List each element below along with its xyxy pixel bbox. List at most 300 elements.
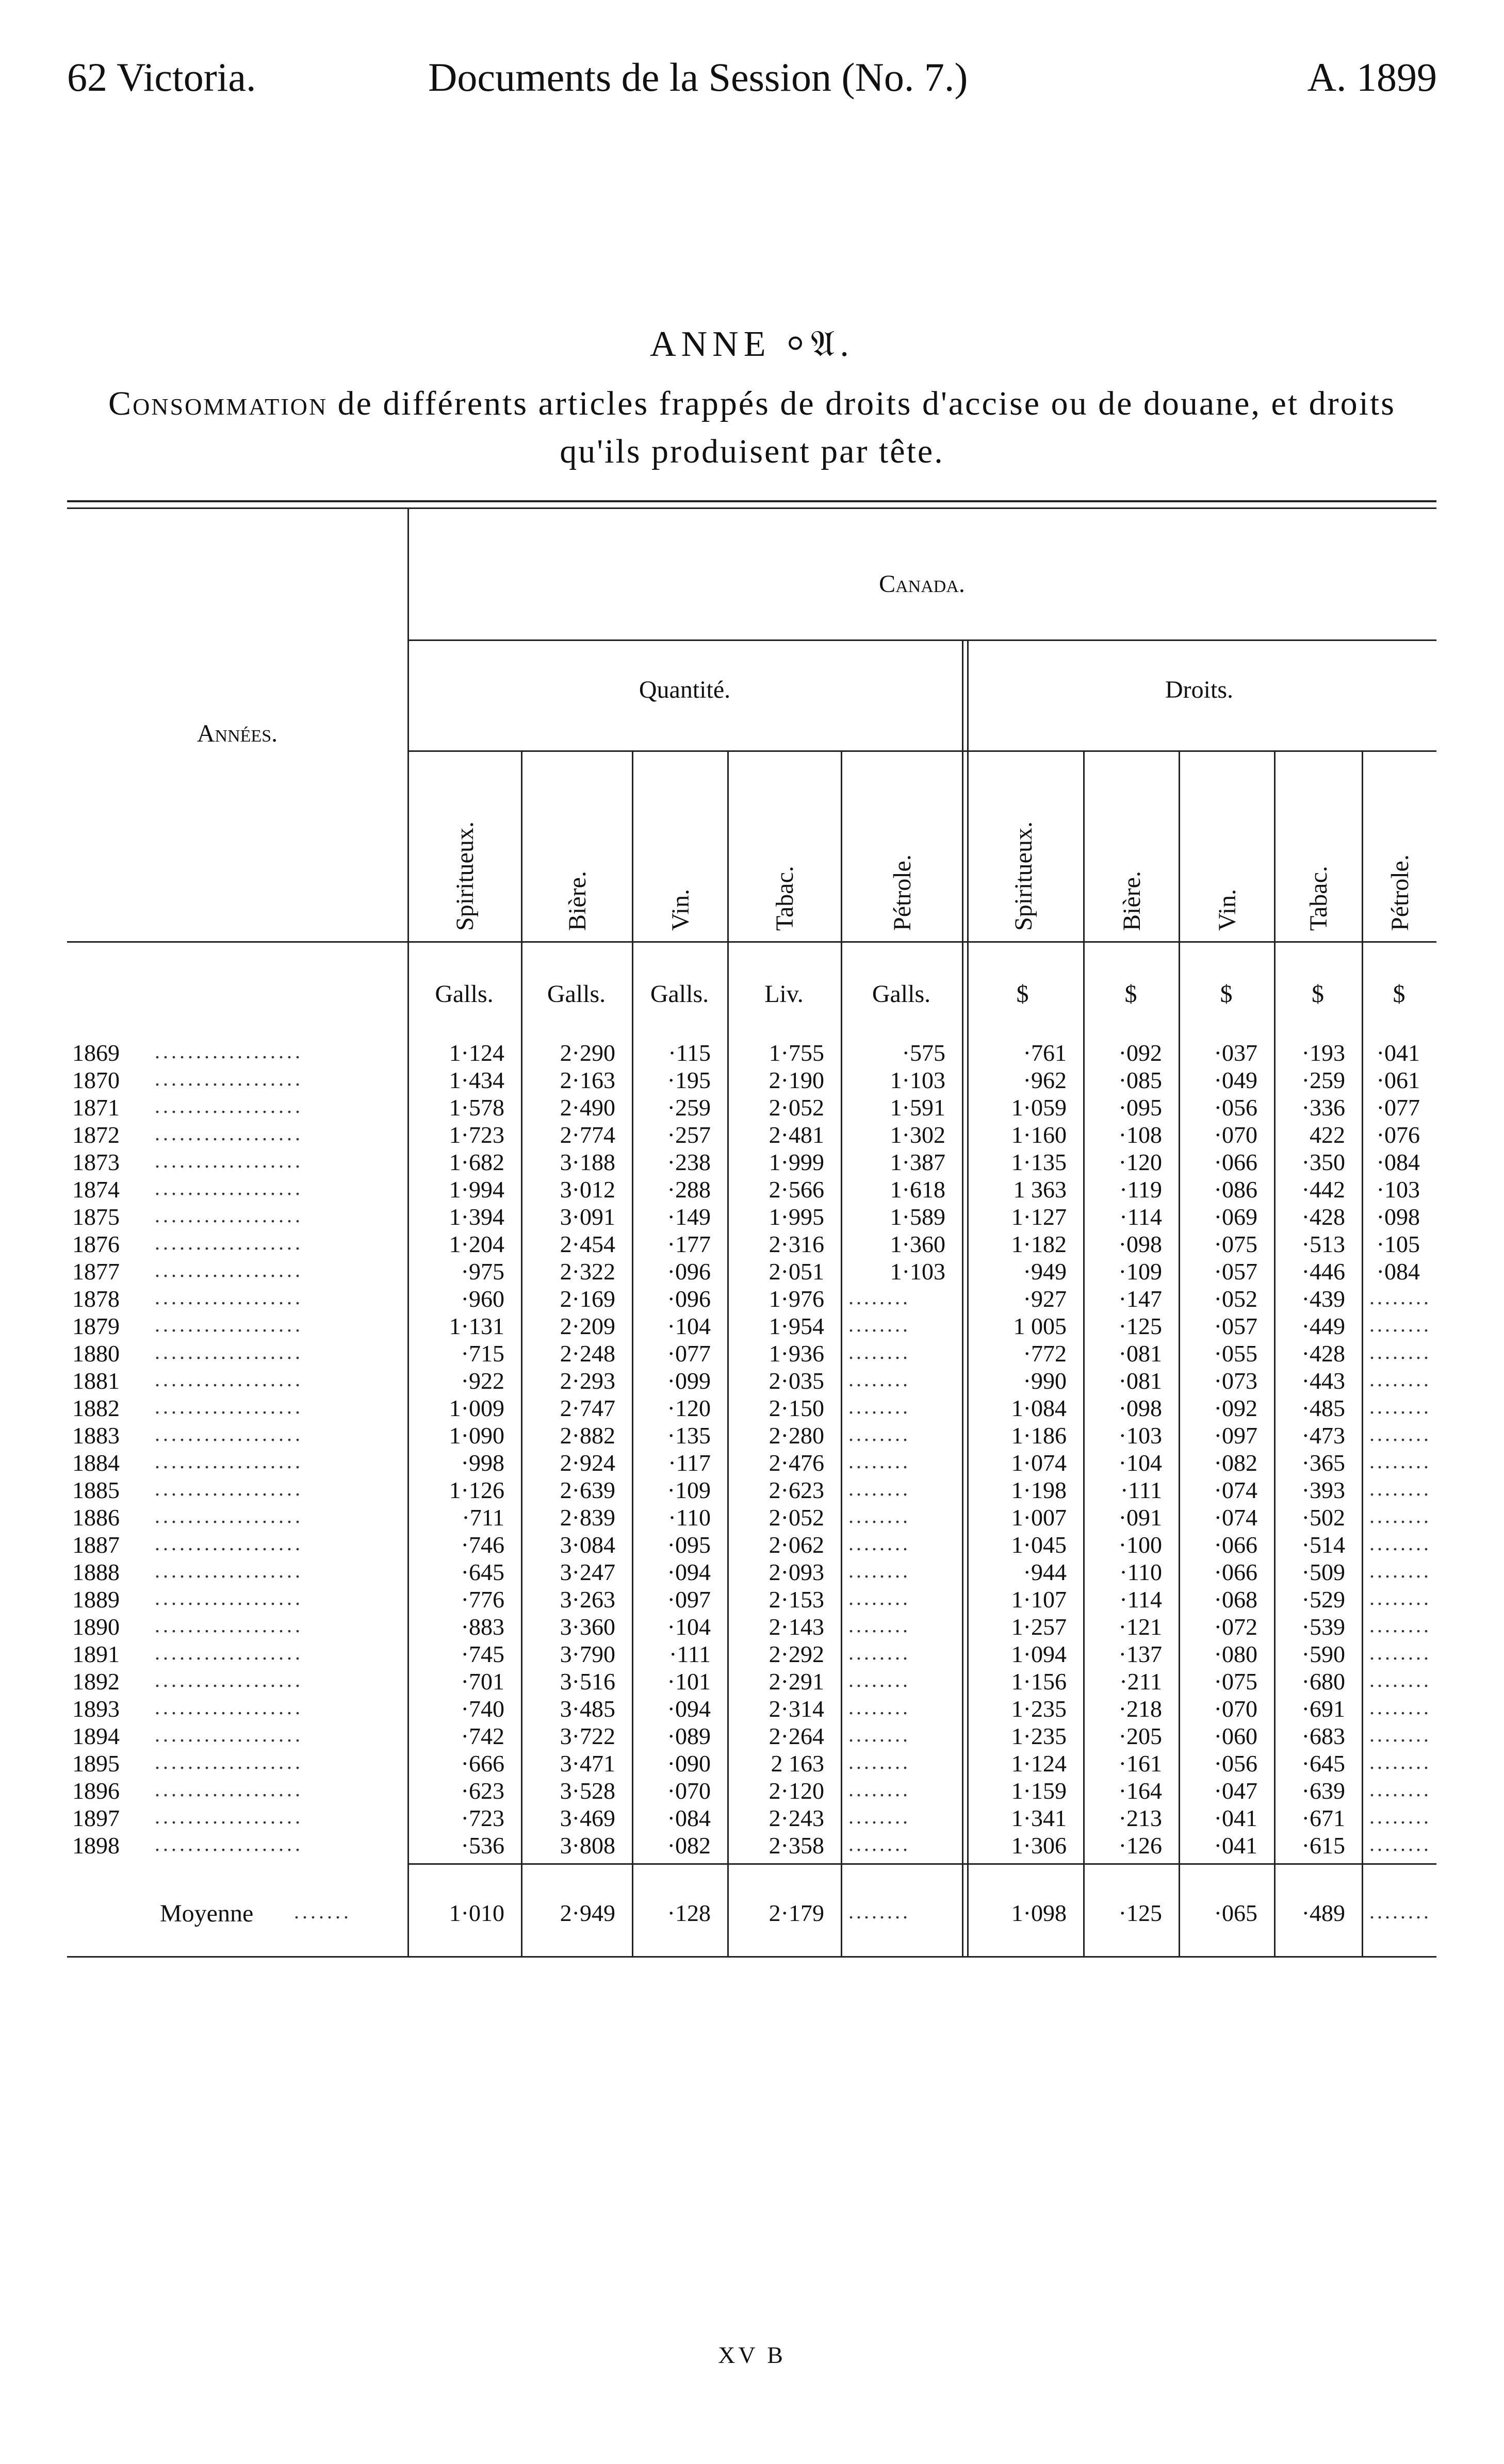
table-cell: ·075 [1214, 1231, 1257, 1257]
empty-cell: ........ [1369, 1477, 1431, 1500]
empty-cell: ........ [1369, 1641, 1431, 1664]
empty-cell: ........ [848, 1340, 910, 1364]
leader-dots: .................. [155, 1559, 303, 1582]
table-cell: ·776 [461, 1586, 504, 1613]
table-cell: ·960 [461, 1286, 504, 1312]
leader-dots: .................. [155, 1368, 303, 1391]
year-label: 1881 [72, 1368, 120, 1394]
empty-cell: ........ [1369, 1313, 1431, 1336]
table-cell: 3·091 [560, 1204, 615, 1230]
table-cell: 2·774 [560, 1122, 615, 1148]
year-label: 1895 [72, 1750, 120, 1777]
table-cell: 3·790 [560, 1641, 615, 1667]
table-cell: 1·302 [890, 1122, 945, 1148]
year-label: 1891 [72, 1641, 120, 1667]
table-cell: ·085 [1118, 1067, 1162, 1093]
leader-dots: .................. [155, 1805, 303, 1828]
table-cell: 1·755 [769, 1040, 824, 1066]
table-cell: ·049 [1214, 1067, 1257, 1093]
year-label: 1887 [72, 1532, 120, 1558]
table-cell: ·092 [1214, 1395, 1257, 1421]
table-cell: ·090 [667, 1750, 711, 1777]
table-cell: 2·190 [769, 1067, 824, 1093]
table-cell: ·177 [667, 1231, 711, 1257]
empty-cell: ........ [1369, 1504, 1431, 1527]
table-cell: ·575 [902, 1040, 945, 1066]
table-cell: 2·290 [560, 1040, 615, 1066]
table-cell: ·114 [1119, 1204, 1162, 1230]
table-cell: ·066 [1214, 1532, 1257, 1558]
table-cell: ·092 [1118, 1040, 1162, 1066]
table-cell: 3·722 [560, 1723, 615, 1749]
table-cell: ·691 [1301, 1696, 1345, 1722]
table-cell: ·119 [1119, 1176, 1162, 1203]
table-cell: ·439 [1301, 1286, 1345, 1312]
table-cell: 2·639 [560, 1477, 615, 1503]
table-cell: 2·051 [769, 1258, 824, 1285]
table-cell: 2·150 [769, 1395, 824, 1421]
leader-dots: .................. [155, 1067, 303, 1090]
table-cell: ·089 [667, 1723, 711, 1749]
leader-dots: .................. [155, 1313, 303, 1336]
table-cell: ·091 [1118, 1504, 1162, 1531]
average-cell: 2·949 [560, 1900, 615, 1926]
table-cell: ·095 [667, 1532, 711, 1558]
table-cell: ·645 [1301, 1750, 1345, 1777]
table-cell: ·365 [1301, 1450, 1345, 1476]
year-label: 1872 [72, 1122, 120, 1148]
table-cell: 2·623 [769, 1477, 824, 1503]
table-cell: 2·839 [560, 1504, 615, 1531]
empty-cell: ........ [1369, 1832, 1431, 1855]
table-cell: ·711 [462, 1504, 504, 1531]
column-header: Vin. [1213, 889, 1241, 931]
table-cell: 3·188 [560, 1149, 615, 1175]
column-header: Tabac. [1305, 866, 1332, 931]
year-label: 1871 [72, 1094, 120, 1121]
table-cell: ·073 [1214, 1368, 1257, 1394]
table-cell: 2·292 [769, 1641, 824, 1667]
table-cell: ·084 [1376, 1258, 1420, 1285]
year-label: 1879 [72, 1313, 120, 1339]
table-cell: ·068 [1214, 1586, 1257, 1613]
table-cell: ·529 [1301, 1586, 1345, 1613]
table-cell: 2·052 [769, 1504, 824, 1531]
table-cell: 1·618 [890, 1176, 945, 1203]
table-cell: ·393 [1301, 1477, 1345, 1503]
table-cell: ·076 [1376, 1122, 1420, 1148]
year-label: 1889 [72, 1586, 120, 1613]
table-cell: ·772 [1023, 1340, 1067, 1367]
table-cell: 1·682 [449, 1149, 504, 1175]
top-double-rule-b [67, 507, 1436, 509]
table-cell: ·117 [668, 1450, 711, 1476]
table-cell: 1 005 [1013, 1313, 1067, 1339]
leader-dots: .................. [155, 1614, 303, 1637]
leader-dots: .................. [155, 1340, 303, 1364]
empty-cell: ........ [848, 1900, 910, 1923]
table-cell: ·615 [1301, 1832, 1345, 1859]
table-cell: ·057 [1214, 1313, 1257, 1339]
table-cell: ·094 [667, 1696, 711, 1722]
table-cell: ·097 [1214, 1422, 1257, 1449]
table-cell: 2·093 [769, 1559, 824, 1585]
table-cell: ·070 [1214, 1696, 1257, 1722]
table-cell: ·074 [1214, 1504, 1257, 1531]
empty-cell: ........ [848, 1750, 910, 1773]
column-header: Bière. [1118, 871, 1146, 931]
table-cell: ·105 [1376, 1231, 1420, 1257]
table-cell: 1·090 [449, 1422, 504, 1449]
year-label: 1875 [72, 1204, 120, 1230]
table-cell: 1·074 [1011, 1450, 1067, 1476]
year-label: 1885 [72, 1477, 120, 1503]
average-cell: 1·098 [1011, 1900, 1067, 1926]
table-cell: ·037 [1214, 1040, 1257, 1066]
header-left: 62 Victoria. [67, 55, 256, 100]
table-cell: 2·293 [560, 1368, 615, 1394]
table-cell: 2·169 [560, 1286, 615, 1312]
year-label: 1897 [72, 1805, 120, 1831]
leader-dots: .................. [155, 1696, 303, 1719]
column-header: Vin. [666, 889, 694, 931]
table-cell: ·211 [1119, 1668, 1162, 1695]
canada-rule [407, 639, 1436, 641]
table-cell: ·096 [667, 1258, 711, 1285]
table-cell: ·927 [1023, 1286, 1067, 1312]
table-cell: ·761 [1023, 1040, 1067, 1066]
average-cell: 2·179 [769, 1900, 824, 1926]
table-cell: ·350 [1301, 1149, 1345, 1175]
table-cell: ·047 [1214, 1778, 1257, 1804]
caption-line-1 [0, 384, 1504, 423]
table-cell: 3·263 [560, 1586, 615, 1613]
unit-label: $ [1393, 980, 1405, 1008]
table-cell: ·683 [1301, 1723, 1345, 1749]
column-header: Bière. [563, 871, 591, 931]
year-label: 1876 [72, 1231, 120, 1257]
empty-cell: ........ [848, 1614, 910, 1637]
table-cell: 2·163 [560, 1067, 615, 1093]
table-cell: ·120 [1118, 1149, 1162, 1175]
table-cell: ·149 [667, 1204, 711, 1230]
table-cell: 3·247 [560, 1559, 615, 1585]
table-cell: 3·471 [560, 1750, 615, 1777]
year-label: 1888 [72, 1559, 120, 1585]
table-cell: ·066 [1214, 1149, 1257, 1175]
table-cell: ·070 [1214, 1122, 1257, 1148]
year-label: 1896 [72, 1778, 120, 1804]
table-cell: ·084 [1376, 1149, 1420, 1175]
empty-cell: ........ [848, 1504, 910, 1527]
table-cell: ·055 [1214, 1340, 1257, 1367]
average-cell: 1·010 [449, 1900, 504, 1926]
caption-lead: Consommation [108, 385, 328, 422]
table-cell: 1·723 [449, 1122, 504, 1148]
empty-cell: ........ [848, 1723, 910, 1746]
table-cell: 1·360 [890, 1231, 945, 1257]
table-cell: 2·143 [769, 1614, 824, 1640]
table-cell: ·259 [1301, 1067, 1345, 1093]
table-cell: ·097 [667, 1586, 711, 1613]
table-cell: 2·566 [769, 1176, 824, 1203]
table-cell: 1·159 [1011, 1778, 1067, 1804]
table-cell: 2·476 [769, 1450, 824, 1476]
table-cell: 3·360 [560, 1614, 615, 1640]
table-cell: ·623 [461, 1778, 504, 1804]
quantity-header: Quantité. [639, 676, 731, 703]
table-cell: ·949 [1023, 1258, 1067, 1285]
leader-dots: .................. [155, 1286, 303, 1309]
table-cell: 1·976 [769, 1286, 824, 1312]
table-cell: 2·747 [560, 1395, 615, 1421]
table-cell: ·074 [1214, 1477, 1257, 1503]
table-cell: 1·007 [1011, 1504, 1067, 1531]
table-cell: 2·153 [769, 1586, 824, 1613]
table-cell: ·100 [1118, 1532, 1162, 1558]
table-cell: ·740 [461, 1696, 504, 1722]
table-cell: 1 363 [1013, 1176, 1067, 1203]
table-cell: ·428 [1301, 1340, 1345, 1367]
table-cell: ·671 [1301, 1805, 1345, 1831]
empty-cell: ........ [848, 1313, 910, 1336]
header-right: A. 1899 [1307, 55, 1437, 100]
stub-header: Années. [197, 720, 278, 747]
page-footer: XV B [718, 2342, 786, 2368]
table-cell: 2·481 [769, 1122, 824, 1148]
caption-rest: de différents articles frappés de droits d'accise ou de douane, et droits [328, 385, 1396, 422]
leader-dots: .................. [155, 1149, 303, 1172]
table-cell: ·746 [461, 1532, 504, 1558]
table-cell: ·998 [461, 1450, 504, 1476]
leader-dots: .................. [155, 1668, 303, 1691]
table-cell: 1·954 [769, 1313, 824, 1339]
table-cell: ·442 [1301, 1176, 1345, 1203]
leader-dots: .................. [155, 1641, 303, 1664]
table-cell: 1·999 [769, 1149, 824, 1175]
header-center: Documents de la Session (No. 7.) [428, 55, 968, 100]
table-cell: ·259 [667, 1094, 711, 1121]
table-cell: ·990 [1023, 1368, 1067, 1394]
table-cell: ·645 [461, 1559, 504, 1585]
table-cell: 3·469 [560, 1805, 615, 1831]
table-cell: ·723 [461, 1805, 504, 1831]
empty-cell: ........ [1369, 1340, 1431, 1364]
leader-dots: .................. [155, 1532, 303, 1555]
table-cell: 2·035 [769, 1368, 824, 1394]
table-cell: 1·434 [449, 1067, 504, 1093]
average-cell: ·489 [1301, 1900, 1345, 1926]
unit-label: $ [1312, 980, 1324, 1008]
table-cell: 1·103 [890, 1258, 945, 1285]
table-cell: ·922 [461, 1368, 504, 1394]
empty-cell: ........ [1369, 1368, 1431, 1391]
empty-cell: ........ [1369, 1395, 1431, 1418]
leader-dots: .................. [155, 1395, 303, 1418]
table-cell: 1·995 [769, 1204, 824, 1230]
table-cell: ·639 [1301, 1778, 1345, 1804]
table-cell: 1·045 [1011, 1532, 1067, 1558]
table-cell: ·056 [1214, 1094, 1257, 1121]
empty-cell: ........ [848, 1477, 910, 1500]
table-cell: ·164 [1118, 1778, 1162, 1804]
leader-dots: .................. [155, 1258, 303, 1282]
table-cell: ·590 [1301, 1641, 1345, 1667]
year-label: 1874 [72, 1176, 120, 1203]
empty-cell: ........ [1369, 1805, 1431, 1828]
average-cell: ·065 [1214, 1900, 1257, 1926]
table-cell: 2·280 [769, 1422, 824, 1449]
body-rule [407, 1863, 1436, 1865]
table-cell: ·443 [1301, 1368, 1345, 1394]
unit-label: $ [1220, 980, 1233, 1008]
empty-cell: ........ [848, 1368, 910, 1391]
table-cell: ·514 [1301, 1532, 1345, 1558]
table-cell: ·070 [667, 1778, 711, 1804]
table-cell: ·061 [1376, 1067, 1420, 1093]
table-cell: 2·322 [560, 1258, 615, 1285]
column-header: Pétrole. [1386, 855, 1414, 931]
table-cell: ·944 [1023, 1559, 1067, 1585]
table-cell: ·072 [1214, 1614, 1257, 1640]
table-cell: 3·485 [560, 1696, 615, 1722]
year-label: 1880 [72, 1340, 120, 1367]
table-cell: 2·316 [769, 1231, 824, 1257]
table-cell: ·104 [667, 1614, 711, 1640]
year-label: 1892 [72, 1668, 120, 1695]
table-cell: ·111 [669, 1641, 711, 1667]
table-cell: 2·243 [769, 1805, 824, 1831]
table-cell: ·060 [1214, 1723, 1257, 1749]
year-label: 1873 [72, 1149, 120, 1175]
table-cell: ·745 [461, 1641, 504, 1667]
leader-dots: .................. [155, 1040, 303, 1063]
table-cell: 3·084 [560, 1532, 615, 1558]
table-cell: 1·198 [1011, 1477, 1067, 1503]
table-cell: 1·394 [449, 1204, 504, 1230]
leader-dots: .................. [155, 1750, 303, 1773]
table-cell: ·082 [667, 1832, 711, 1859]
table-cell: 1·589 [890, 1204, 945, 1230]
empty-cell: ........ [848, 1532, 910, 1555]
leader-dots: .................. [155, 1778, 303, 1801]
table-cell: ·094 [667, 1559, 711, 1585]
table-cell: ·041 [1214, 1832, 1257, 1859]
table-cell: 1·103 [890, 1067, 945, 1093]
leader-dots: .................. [155, 1176, 303, 1200]
table-cell: ·428 [1301, 1204, 1345, 1230]
empty-cell: ........ [848, 1422, 910, 1445]
empty-cell: ........ [1369, 1750, 1431, 1773]
table-cell: 1·160 [1011, 1122, 1067, 1148]
table-cell: ·257 [667, 1122, 711, 1148]
table-cell: ·095 [1118, 1094, 1162, 1121]
table-cell: 1·059 [1011, 1094, 1067, 1121]
empty-cell: ........ [848, 1559, 910, 1582]
table-cell: ·110 [668, 1504, 711, 1531]
table-cell: ·288 [667, 1176, 711, 1203]
table-cell: ·473 [1301, 1422, 1345, 1449]
average-cell: ·128 [667, 1900, 711, 1926]
column-header: Tabac. [771, 866, 798, 931]
table-cell: ·096 [667, 1286, 711, 1312]
table-cell: ·052 [1214, 1286, 1257, 1312]
unit-label: Liv. [764, 980, 804, 1008]
year-label: 1878 [72, 1286, 120, 1312]
table-cell: 1·107 [1011, 1586, 1067, 1613]
empty-cell: ........ [848, 1832, 910, 1855]
table-cell: 2·062 [769, 1532, 824, 1558]
empty-cell: ........ [848, 1696, 910, 1719]
empty-cell: ........ [848, 1778, 910, 1801]
table-cell: 3·808 [560, 1832, 615, 1859]
leader-dots: .................. [155, 1231, 303, 1254]
leader-dots: .................. [155, 1204, 303, 1227]
column-rule [1362, 750, 1363, 1956]
table-cell: ·161 [1118, 1750, 1162, 1777]
table-cell: ·077 [667, 1340, 711, 1367]
empty-cell: ........ [1369, 1532, 1431, 1555]
table-cell: ·098 [1376, 1204, 1420, 1230]
table-cell: 1·204 [449, 1231, 504, 1257]
unit-label: Galls. [435, 980, 494, 1008]
table-cell: ·883 [461, 1614, 504, 1640]
table-cell: ·109 [667, 1477, 711, 1503]
duties-header: Droits. [1165, 676, 1233, 703]
table-cell: ·086 [1214, 1176, 1257, 1203]
table-cell: 2·291 [769, 1668, 824, 1695]
table-cell: ·109 [1118, 1258, 1162, 1285]
empty-cell: ........ [1369, 1900, 1431, 1923]
table-cell: ·147 [1118, 1286, 1162, 1312]
empty-cell: ........ [1369, 1559, 1431, 1582]
year-label: 1893 [72, 1696, 120, 1722]
unit-label: $ [1124, 980, 1137, 1008]
table-cell: ·066 [1214, 1559, 1257, 1585]
table-cell: 1·094 [1011, 1641, 1067, 1667]
year-label: 1870 [72, 1067, 120, 1093]
table-cell: ·103 [1376, 1176, 1420, 1203]
leader-dots: .................. [155, 1422, 303, 1445]
leader-dots: ....... [294, 1900, 352, 1923]
subgroup-rule [407, 750, 1436, 752]
year-label: 1884 [72, 1450, 120, 1476]
table-cell: ·103 [1118, 1422, 1162, 1449]
leader-dots: .................. [155, 1122, 303, 1145]
table-cell: ·104 [1118, 1450, 1162, 1476]
average-cell: ·125 [1118, 1900, 1162, 1926]
table-cell: 3·528 [560, 1778, 615, 1804]
empty-cell: ........ [848, 1395, 910, 1418]
leader-dots: .................. [155, 1450, 303, 1473]
table-cell: ·099 [667, 1368, 711, 1394]
table-cell: ·108 [1118, 1122, 1162, 1148]
table-cell: ·080 [1214, 1641, 1257, 1667]
empty-cell: ........ [848, 1286, 910, 1309]
unit-label: Galls. [547, 980, 606, 1008]
table-cell: 2·314 [769, 1696, 824, 1722]
table-cell: ·666 [461, 1750, 504, 1777]
empty-cell: ........ [1369, 1450, 1431, 1473]
average-label: Moyenne [160, 1900, 254, 1927]
empty-cell: ........ [848, 1805, 910, 1828]
table-cell: 2·358 [769, 1832, 824, 1859]
table-cell: ·104 [667, 1313, 711, 1339]
table-cell: ·082 [1214, 1450, 1257, 1476]
table-cell: ·041 [1376, 1040, 1420, 1066]
table-cell: ·715 [461, 1340, 504, 1367]
column-header: Spiritueux. [1009, 822, 1037, 931]
